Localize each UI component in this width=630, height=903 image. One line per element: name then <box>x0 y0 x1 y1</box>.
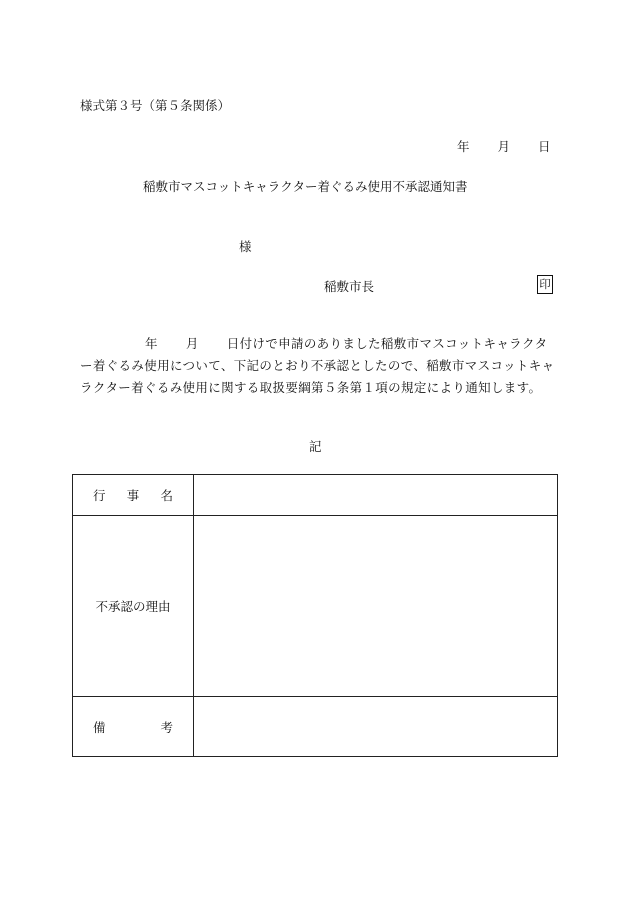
date-line <box>457 137 551 155</box>
ki-heading: 記 <box>309 439 322 454</box>
table-row <box>73 475 558 516</box>
notice-body <box>80 333 556 399</box>
notes-value <box>194 697 558 757</box>
notes-label: 備 考 <box>73 697 194 757</box>
reason-label: 不承認の理由 <box>73 516 194 697</box>
table-row <box>73 516 558 697</box>
date-month: 月 <box>497 139 511 154</box>
event-name-value <box>194 475 558 516</box>
addressee-suffix: 様 <box>239 239 252 254</box>
seal-mark: 印 <box>537 275 553 294</box>
record-table <box>72 474 558 757</box>
body-text: 日付けで申請のありました稲敷市マスコットキャラクター着ぐるみ使用について、下記のとおり不承認としたので、稲敷市マスコットキャラクター着ぐるみ使用に関する取扱要綱第５条第１項の規定により通知します。 <box>80 336 555 395</box>
event-name-label: 行 事 名 <box>73 475 194 516</box>
form-number: 様式第３号（第５条関係） <box>80 98 231 113</box>
date-year: 年 <box>457 139 470 154</box>
issuer-name: 稲敷市長 <box>324 279 375 294</box>
body-year: 年 <box>145 336 158 351</box>
body-month: 月 <box>185 336 199 351</box>
document-title: 稲敷市マスコットキャラクター着ぐるみ使用不承認通知書 <box>143 179 468 194</box>
table-row <box>73 697 558 757</box>
date-day: 日 <box>538 139 551 154</box>
reason-value <box>194 516 558 697</box>
